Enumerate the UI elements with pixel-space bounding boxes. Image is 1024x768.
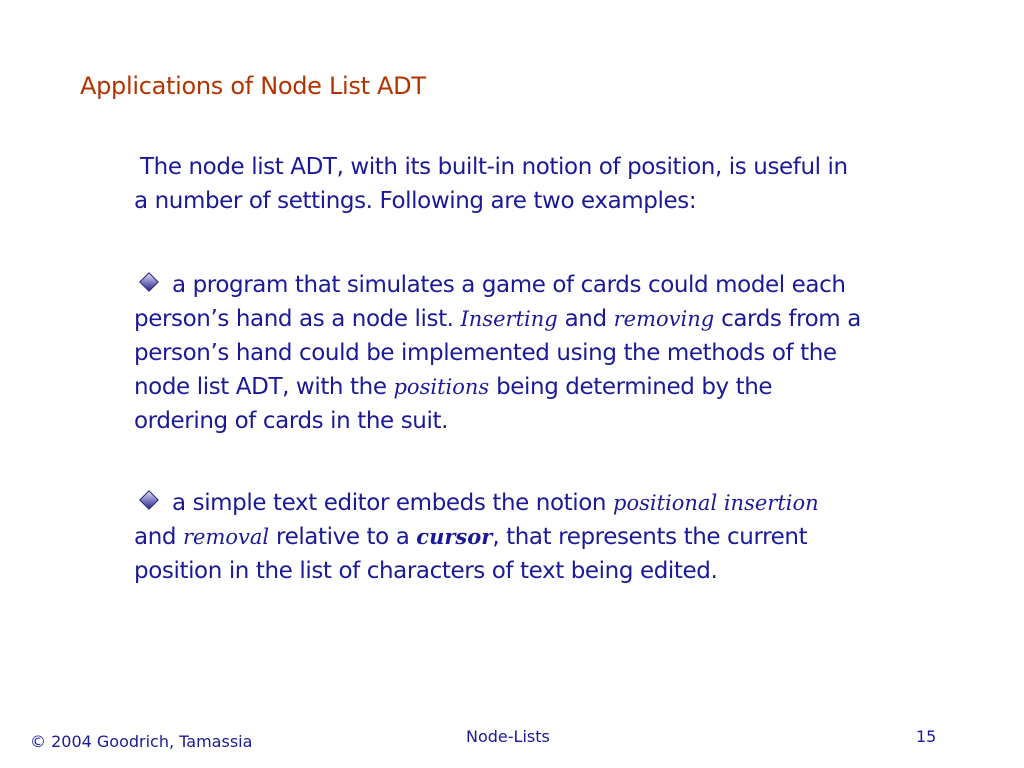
footer-topic: Node-Lists (466, 727, 550, 746)
bullet-text: node list ADT, with the (134, 374, 394, 400)
bullet-text: a simple text editor embeds the notion (172, 490, 614, 516)
bullet-line: ordering of cards in the suit. (134, 408, 448, 434)
diamond-bullet-icon (139, 272, 159, 292)
intro-paragraph (134, 150, 954, 218)
footer-page-number: 15 (916, 727, 937, 746)
bullet-card-game (134, 268, 954, 438)
diamond-bullet-icon (139, 490, 159, 510)
bullet-text: being determined by the (489, 374, 773, 400)
emphasis-text: Inserting (460, 307, 558, 331)
bullet-text: cards from a (714, 306, 861, 332)
bullet-line (134, 302, 954, 336)
bullet-text: , that represents the current (492, 524, 808, 550)
intro-line-2: a number of settings. Following are two examples: (134, 188, 697, 214)
bullet-line: position in the list of characters of text being edited. (134, 558, 718, 584)
emphasis-text: removing (613, 307, 715, 331)
bullet-line (134, 370, 954, 404)
bullet-text: and (557, 306, 614, 332)
bullet-text: relative to a (269, 524, 417, 550)
bullet-line (134, 268, 954, 302)
bullet-line: person’s hand could be implemented using the methods of the (134, 340, 837, 366)
emphasis-text: positions (393, 375, 490, 399)
footer-copyright: © 2004 Goodrich, Tamassia (30, 732, 253, 751)
bullet-text: person’s hand as a node list. (134, 306, 461, 332)
emphasis-text: removal (182, 525, 270, 549)
bullet-text-editor (134, 486, 954, 588)
bullet-line (134, 520, 954, 554)
bullet-text: a program that simulates a game of cards could model each (172, 272, 846, 298)
bullet-text: and (134, 524, 183, 550)
emphasis-text: positional insertion (613, 491, 819, 515)
slide-title: Applications of Node List ADT (80, 72, 426, 100)
emphasis-text: cursor (416, 524, 493, 549)
bullet-line (134, 486, 954, 520)
intro-line-1: The node list ADT, with its built-in notion of position, is useful in (140, 154, 848, 180)
